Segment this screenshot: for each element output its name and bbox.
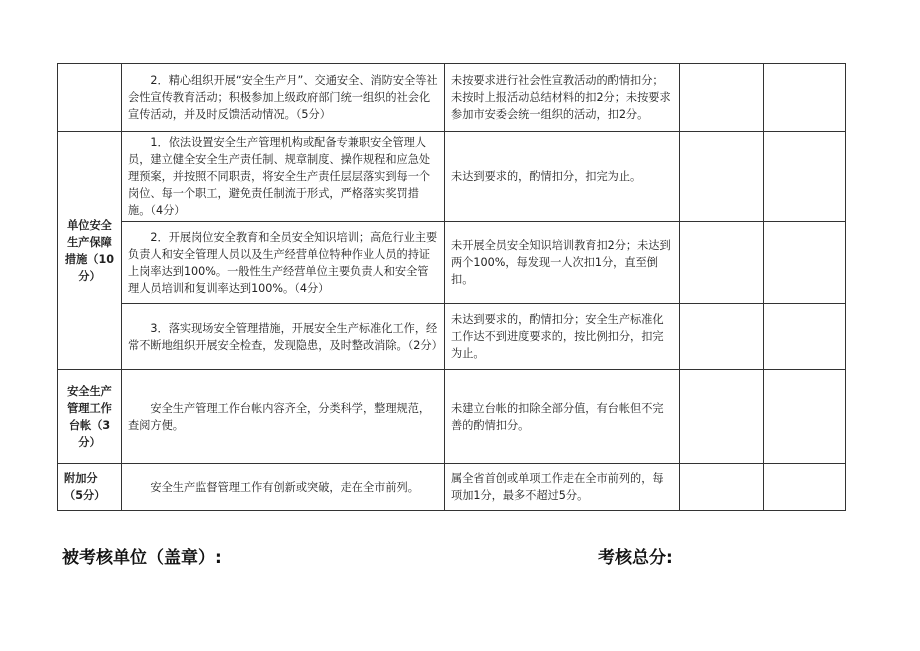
remark-cell [764, 370, 846, 464]
table-row [58, 370, 846, 464]
table-row [58, 304, 846, 370]
standard-cell: 1．依法设置安全生产管理机构或配备专兼职安全管理人员，建立健全安全生产责任制、规章制度、操作规程和应急处理预案，并按照不同职责，将安全生产责任层层落实到每一个岗位、每一个职工，避免责任制流于形式，严格落实奖罚措施。（4分） [122, 132, 445, 222]
category-cell: 单位安全生产保障措施（10分） [58, 132, 122, 370]
table-row [58, 132, 846, 222]
category-cell: 安全生产管理工作台帐（3分） [58, 370, 122, 464]
standard-cell: 2．开展岗位安全教育和全员安全知识培训；高危行业主要负责人和安全管理人员以及生产经营单位特种作业人员的持证上岗率达到100%。一般性生产经营单位主要负责人和安全管理人员培训和复训率达到100%。（4分） [122, 222, 445, 304]
standard-cell: 2．精心组织开展“安全生产月”、交通安全、消防安全等社会性宣传教育活动；积极参加上级政府部门统一组织的社会化宣传活动，并及时反馈活动情况。（5分） [122, 64, 445, 132]
score-cell [680, 222, 764, 304]
remark-cell [764, 304, 846, 370]
score-cell [680, 64, 764, 132]
deduction-cell: 未按要求进行社会性宣教活动的酌情扣分；未按时上报活动总结材料的扣2分；未按要求参加市安委会统一组织的活动，扣2分。 [445, 64, 680, 132]
category-cell: 附加分（5分） [58, 464, 122, 511]
standard-cell: 3．落实现场安全管理措施，开展安全生产标准化工作，经常不断地组织开展安全检查，发现隐患，及时整改消除。（2分） [122, 304, 445, 370]
deduction-cell: 未达到要求的，酌情扣分；安全生产标准化工作达不到进度要求的，按比例扣分，扣完为止。 [445, 304, 680, 370]
remark-cell [764, 64, 846, 132]
total-score-label: 考核总分: [598, 548, 673, 568]
deduction-cell: 未开展全员安全知识培训教育扣2分；未达到两个100%，每发现一人次扣1分，直至倒扣。 [445, 222, 680, 304]
category-cell-empty [58, 64, 122, 132]
remark-cell [764, 132, 846, 222]
table-row [58, 222, 846, 304]
table-row [58, 64, 846, 132]
table-row [58, 464, 846, 511]
score-cell [680, 304, 764, 370]
deduction-cell: 未建立台帐的扣除全部分值，有台帐但不完善的酌情扣分。 [445, 370, 680, 464]
standard-cell: 安全生产监督管理工作有创新或突破，走在全市前列。 [122, 464, 445, 511]
assessed-unit-label: 被考核单位（盖章）: [62, 548, 222, 568]
score-cell [680, 464, 764, 511]
standard-cell: 安全生产管理工作台帐内容齐全，分类科学，整理规范，查阅方便。 [122, 370, 445, 464]
assessment-table [57, 63, 846, 511]
score-cell [680, 132, 764, 222]
score-cell [680, 370, 764, 464]
remark-cell [764, 222, 846, 304]
deduction-cell: 未达到要求的，酌情扣分，扣完为止。 [445, 132, 680, 222]
deduction-cell: 属全省首创或单项工作走在全市前列的，每项加1分，最多不超过5分。 [445, 464, 680, 511]
remark-cell [764, 464, 846, 511]
